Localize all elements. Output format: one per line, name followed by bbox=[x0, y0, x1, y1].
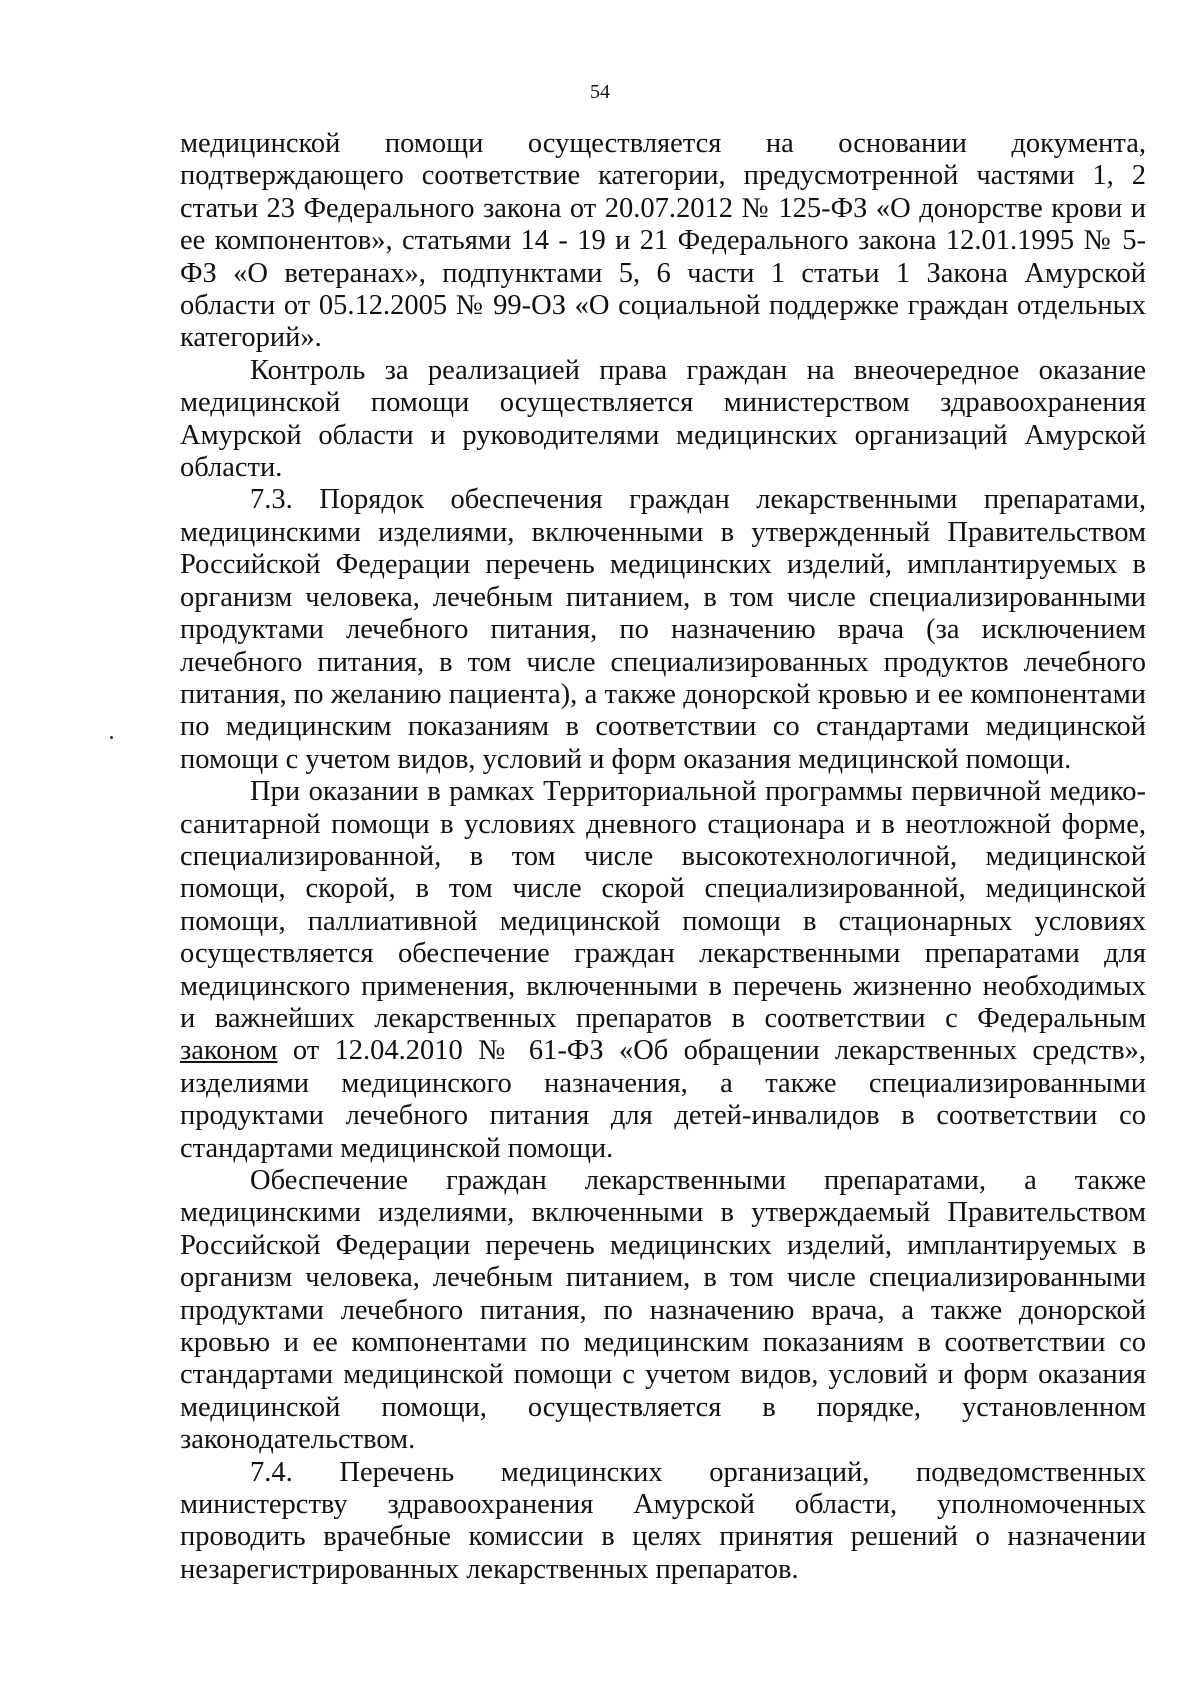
law-link[interactable]: законом bbox=[180, 1035, 278, 1067]
margin-dot bbox=[110, 736, 113, 739]
paragraph-section-7-3: 7.3. Порядок обеспечения граждан лекарственными препаратами, медицинскими изделиями, включенными в утвержденный Правительством Российской Федерации перечень медицинских изделий, имплантируемых в организм человека, лечебным питанием, в том числе специализированными продуктами лечебного питания, по назначению врача (за исключением лечебного питания, в том числе специализированных продуктов лечебного питания, по желанию пациента), а также донорской кровью и ее компонентами по медицинским показаниям в соответствии со стандартами медицинской помощи с учетом видов, условий и форм оказания медицинской помощи. bbox=[180, 484, 1146, 775]
paragraph-section-7-4: 7.4. Перечень медицинских организаций, подведомственных министерству здравоохранения Амурской области, уполномоченных проводить врачебные комиссии в целях принятия решений о назначении незарегистрированных лекарственных препаратов. bbox=[180, 1456, 1146, 1585]
paragraph-text: от 12.04.2010 № 61-ФЗ «Об обращении лекарственных средств», изделиями медицинского назначения, а также специализированными продуктами лечебного питания для детей-инвалидов в соответствии со стандартами медицинской помощи. bbox=[180, 1035, 1146, 1164]
paragraph-territorial-program bbox=[180, 776, 1146, 1165]
document-body bbox=[180, 128, 1146, 1586]
paragraph-provision: Обеспечение граждан лекарственными препаратами, а также медицинскими изделиями, включенными в утверждаемый Правительством Российской Федерации перечень медицинских изделий, имплантируемых в организм человека, лечебным питанием, в том числе специализированными продуктами лечебного питания, по назначению врача, а также донорской кровью и ее компонентами по медицинским показаниям в соответствии со стандартами медицинской помощи с учетом видов, условий и форм оказания медицинской помощи, осуществляется в порядке, установленном законодательством. bbox=[180, 1165, 1146, 1456]
page-number: 54 bbox=[590, 81, 610, 103]
paragraph-control: Контроль за реализацией права граждан на внеочередное оказание медицинской помощи осуществляется министерством здравоохранения Амурской области и руководителями медицинских организаций Амурской области. bbox=[180, 354, 1146, 484]
paragraph-continuation: медицинской помощи осуществляется на основании документа, подтверждающего соответствие категории, предусмотренной частями 1, 2 статьи 23 Федерального закона от 20.07.2012 № 125-ФЗ «О донорстве крови и ее компонентов», статьями 14 - 19 и 21 Федерального закона 12.01.1995 № 5-ФЗ «О ветеранах», подпунктами 5, 6 части 1 статьи 1 Закона Амурской области от 05.12.2005 № 99-ОЗ «О социальной поддержке граждан отдельных категорий». bbox=[180, 128, 1146, 354]
paragraph-text: При оказании в рамках Территориальной программы первичной медико-санитарной помощи в условиях дневного стационара и в неотложной форме, специализированной, в том числе высокотехнологичной, медицинской помощи, скорой, в том числе скорой специализированной, медицинской помощи, паллиативной медицинской помощи в стационарных условиях осуществляется обеспечение граждан лекарственными препаратами для медицинского применения, включенными в перечень жизненно необходимых и важнейших лекарственных препаратов в соответствии с Федеральным bbox=[180, 776, 1146, 1034]
